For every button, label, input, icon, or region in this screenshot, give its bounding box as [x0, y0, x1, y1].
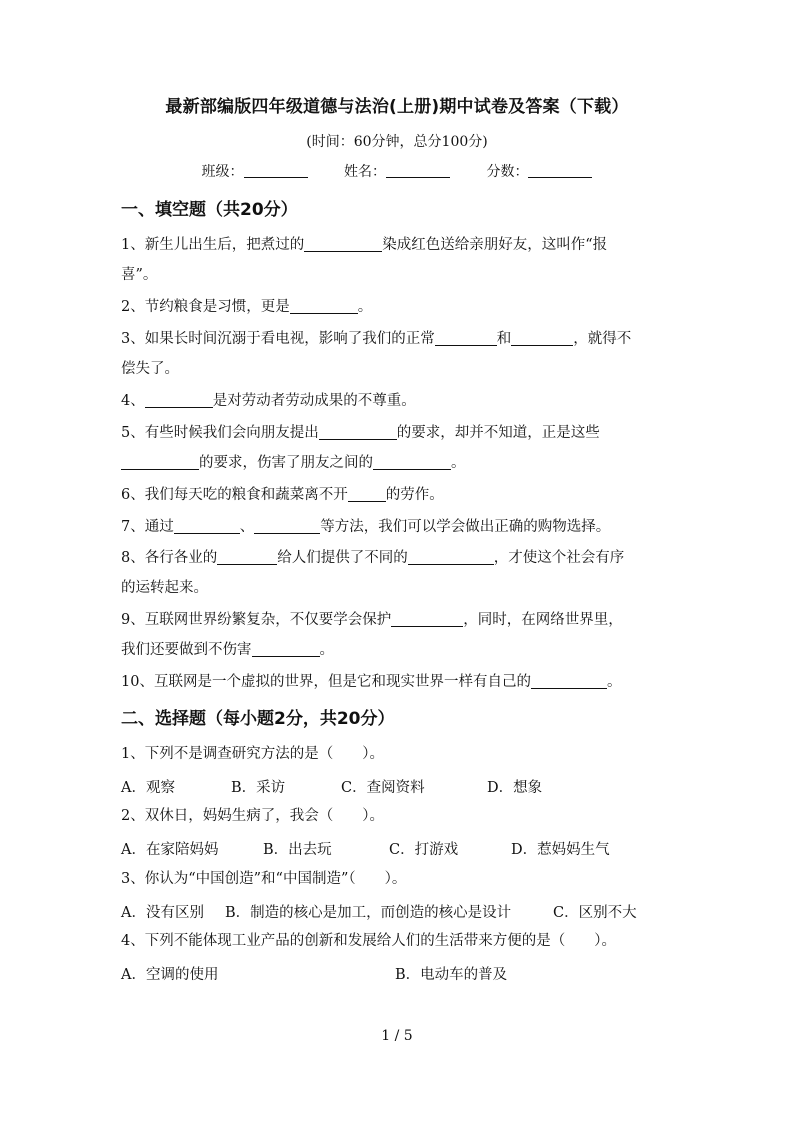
option[interactable]: A．观察: [121, 780, 175, 796]
q-text: 、: [239, 519, 255, 535]
answer-blank[interactable]: [217, 548, 277, 565]
option[interactable]: C．查阅资料: [341, 780, 425, 796]
q-text: ，才使这个社会有序: [493, 550, 625, 566]
q-text: 1、新生儿出生后，把煮过的: [121, 237, 305, 253]
choice-question-4: 4、下列不能体现工业产品的创新和发展给人们的生活带来方便的是（ ）。: [121, 933, 616, 949]
q-text: 7、通过: [121, 519, 174, 535]
answer-blank[interactable]: [254, 517, 320, 534]
answer-blank[interactable]: [145, 391, 213, 408]
answer-blank[interactable]: [121, 453, 199, 470]
option[interactable]: B．出去玩: [263, 842, 332, 858]
fill-question-2: [121, 292, 681, 322]
q-text: 给人们提供了不同的: [277, 550, 408, 566]
fill-question-6: [121, 480, 681, 510]
q-text: 10、互联网是一个虚拟的世界，但是它和现实世界一样有自己的: [121, 674, 531, 690]
fill-question-4: [121, 386, 681, 416]
answer-blank[interactable]: [391, 610, 463, 627]
answer-blank[interactable]: [435, 329, 497, 346]
section-heading-fill: 一、填空题（共20分）: [121, 200, 298, 220]
score-label: 分数：: [486, 164, 529, 180]
q-text: 的要求，却并不知道，正是这些: [396, 425, 600, 441]
answer-blank[interactable]: [252, 640, 320, 657]
q-text: 4、: [121, 393, 145, 409]
option[interactable]: C．打游戏: [389, 842, 459, 858]
answer-blank[interactable]: [290, 297, 358, 314]
option[interactable]: D．惹妈妈生气: [511, 842, 610, 858]
option[interactable]: A．空调的使用: [121, 967, 219, 983]
q-text: 。: [606, 674, 622, 690]
q-text: ，就得不: [573, 331, 632, 347]
q-text: 9、互联网世界纷繁复杂，不仅要学会保护: [121, 612, 392, 628]
section-heading-choice: 二、选择题（每小题2分，共20分）: [121, 709, 395, 729]
fill-question-1: [121, 230, 681, 290]
option[interactable]: B．制造的核心是加工，而创造的核心是设计: [225, 905, 512, 921]
q-text: 3、如果长时间沉溺于看电视，影响了我们的正常: [121, 331, 435, 347]
fill-question-8: [121, 543, 681, 603]
fill-question-7: [121, 512, 681, 542]
q-text: 喜”。: [121, 267, 158, 283]
option[interactable]: A．没有区别: [121, 905, 204, 921]
score-blank[interactable]: [528, 163, 592, 178]
answer-blank[interactable]: [531, 672, 607, 689]
q-text: 的要求，伤害了朋友之间的: [199, 455, 373, 471]
q-text: 。: [451, 455, 466, 471]
fill-question-9: [121, 605, 681, 665]
q-text: 。: [319, 642, 334, 658]
q-text: 。: [357, 299, 373, 315]
name-blank[interactable]: [386, 163, 450, 178]
answer-blank[interactable]: [408, 548, 494, 565]
option[interactable]: D．想象: [487, 780, 543, 796]
answer-blank[interactable]: [373, 453, 451, 470]
q-text: 偿失了。: [121, 361, 179, 377]
option[interactable]: B．采访: [231, 780, 286, 796]
q-text: 8、各行各业的: [121, 550, 218, 566]
q-text: 我们还要做到不伤害: [121, 642, 252, 658]
option[interactable]: B．电动车的普及: [395, 967, 508, 983]
q-text: 5、有些时候我们会向朋友提出: [121, 425, 319, 441]
q-text: ，同时，在网络世界里，: [463, 612, 623, 628]
exam-title: 最新部编版四年级道德与法治(上册)期中试卷及答案（下载）: [165, 97, 629, 117]
q-text: 等方法，我们可以学会做出正确的购物选择。: [320, 519, 611, 535]
fill-question-5: [121, 418, 681, 478]
student-info: [0, 161, 794, 181]
q-text: 的运转起来。: [121, 580, 208, 596]
choice-question-2: 2、双休日，妈妈生病了，我会（ ）。: [121, 808, 384, 824]
choice-question-1: 1、下列不是调查研究方法的是（ ）。: [121, 746, 384, 762]
fill-question-10: [121, 667, 681, 697]
answer-blank[interactable]: [511, 329, 573, 346]
q-text: 染成红色送给亲朋好友，这叫作“报: [382, 237, 608, 253]
option[interactable]: C．区别不大: [553, 905, 637, 921]
q-text: 和: [496, 331, 512, 347]
option[interactable]: A．在家陪妈妈: [121, 842, 219, 858]
q-text: 6、我们每天吃的粮食和蔬菜离不开: [121, 487, 348, 503]
q-text: 的劳作。: [385, 487, 444, 503]
answer-blank[interactable]: [319, 423, 397, 440]
fill-question-3: [121, 324, 681, 384]
choice-question-3: 3、你认为“中国创造”和“中国制造”（ ）。: [121, 871, 407, 887]
answer-blank[interactable]: [304, 235, 382, 252]
name-label: 姓名：: [344, 164, 386, 180]
exam-subtitle: (时间：60分钟，总分100分): [306, 134, 488, 150]
q-text: 是对劳动者劳动成果的不尊重。: [212, 393, 416, 409]
q-text: 2、节约粮食是习惯，更是: [121, 299, 290, 315]
answer-blank[interactable]: [174, 517, 240, 534]
answer-blank[interactable]: [348, 485, 386, 502]
page-number: 1 / 5: [381, 1028, 413, 1044]
class-label: 班级：: [201, 164, 244, 180]
class-blank[interactable]: [244, 163, 308, 178]
